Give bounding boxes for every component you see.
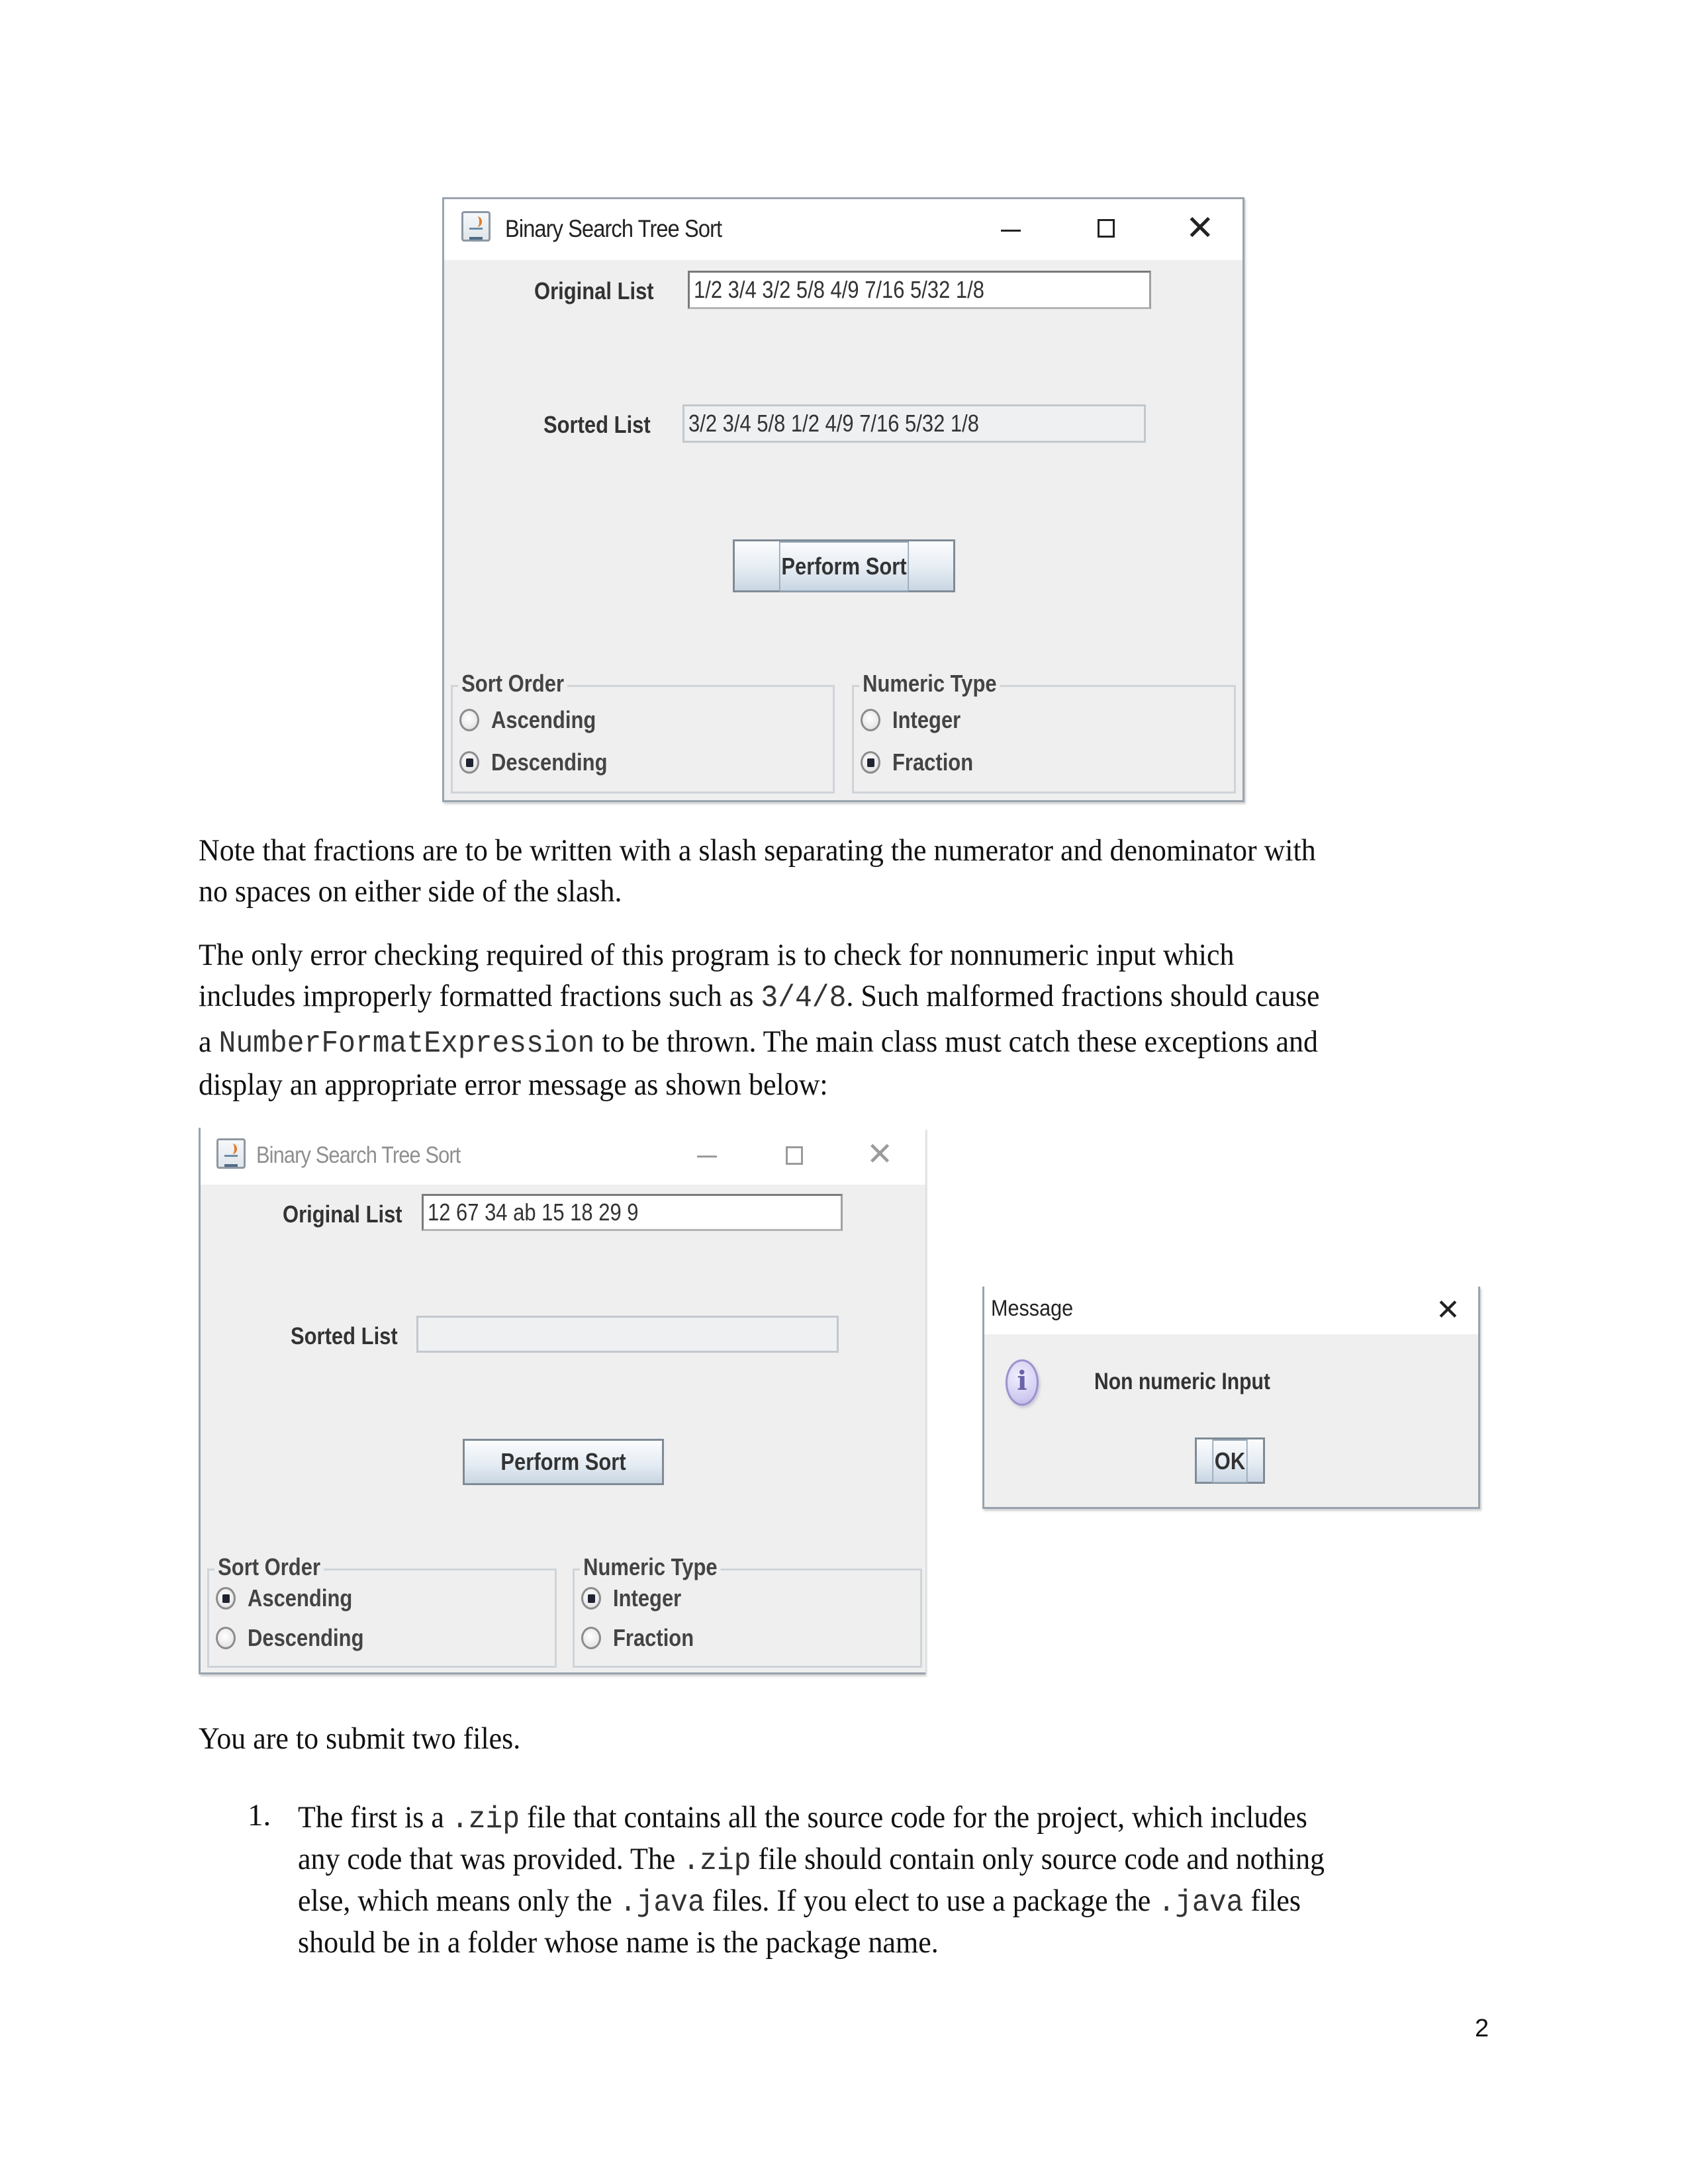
java-app-icon bbox=[461, 211, 491, 242]
minimize-button[interactable] bbox=[978, 199, 1044, 260]
note-line-2: no spaces on either side of the slash. bbox=[199, 874, 622, 909]
original-list-value: 1/2 3/4 3/2 5/8 4/9 7/16 5/32 1/8 bbox=[694, 276, 984, 303]
radio-descending-label: Descending bbox=[491, 749, 608, 776]
close-icon: ✕ bbox=[1186, 208, 1215, 248]
maximize-icon bbox=[1098, 219, 1115, 238]
radio-descending[interactable] bbox=[216, 1623, 383, 1653]
sort-order-group bbox=[451, 670, 835, 794]
list-item bbox=[298, 1797, 1325, 1962]
radio-descending-icon bbox=[216, 1627, 236, 1649]
sorted-list-value: 3/2 3/4 5/8 1/2 4/9 7/16 5/32 1/8 bbox=[688, 410, 979, 437]
note-line-1: Note that fractions are to be written with a slash separating the numerator and denominator with bbox=[199, 833, 1316, 868]
radio-descending[interactable] bbox=[459, 748, 626, 777]
radio-ascending-label: Ascending bbox=[248, 1584, 353, 1612]
minimize-icon bbox=[1001, 230, 1021, 232]
text: files bbox=[1243, 1884, 1301, 1918]
code-java: .java bbox=[1158, 1886, 1244, 1920]
perform-sort-label: Perform Sort bbox=[779, 541, 909, 592]
code-java: .java bbox=[619, 1886, 705, 1920]
page-number: 2 bbox=[1475, 2015, 1489, 2042]
error-line-2-text: includes improperly formatted fractions such as bbox=[199, 979, 761, 1013]
sorted-list-label: Sorted List bbox=[543, 411, 651, 438]
window-title: Binary Search Tree Sort bbox=[505, 215, 722, 242]
close-icon: ✕ bbox=[867, 1136, 894, 1173]
numeric-type-group bbox=[852, 670, 1236, 794]
sorted-list-output bbox=[682, 404, 1146, 443]
radio-fraction-label: Fraction bbox=[613, 1624, 694, 1651]
radio-integer-label: Integer bbox=[892, 706, 961, 733]
radio-ascending-label: Ascending bbox=[491, 706, 596, 733]
radio-fraction-icon bbox=[861, 751, 880, 774]
numeric-type-title: Numeric Type bbox=[859, 670, 1000, 698]
error-line-2 bbox=[199, 976, 1320, 1019]
dialog-titlebar bbox=[984, 1287, 1478, 1334]
error-paragraph bbox=[199, 934, 1320, 1105]
radio-ascending-icon bbox=[216, 1587, 236, 1610]
original-list-input[interactable] bbox=[688, 271, 1151, 309]
numeric-type-group bbox=[573, 1553, 922, 1668]
dialog-message: Non numeric Input bbox=[1094, 1369, 1270, 1394]
error-line-2-text-end: . Such malformed fractions should cause bbox=[846, 979, 1320, 1013]
list-item-line-1 bbox=[298, 1797, 1325, 1839]
radio-ascending[interactable] bbox=[216, 1584, 369, 1613]
message-dialog bbox=[982, 1287, 1480, 1509]
text: file should contain only source code and nothing bbox=[751, 1842, 1325, 1876]
window-titlebar bbox=[444, 199, 1243, 260]
text: else, which means only the bbox=[298, 1884, 620, 1918]
list-item-line-3 bbox=[298, 1881, 1325, 1923]
radio-integer[interactable] bbox=[581, 1584, 692, 1613]
original-list-value: 12 67 34 ab 15 18 29 9 bbox=[428, 1199, 639, 1226]
error-line-3-text: a bbox=[199, 1024, 219, 1059]
radio-fraction[interactable] bbox=[581, 1623, 707, 1653]
sorted-list-label: Sorted List bbox=[291, 1322, 398, 1349]
minimize-button[interactable] bbox=[677, 1128, 737, 1185]
list-item-number: 1. bbox=[248, 1798, 271, 1833]
radio-fraction-label: Fraction bbox=[892, 749, 974, 776]
radio-ascending-icon bbox=[459, 709, 479, 731]
dialog-close-button[interactable] bbox=[1424, 1287, 1477, 1334]
code-malformed-fraction: 3/4/8 bbox=[761, 981, 847, 1015]
error-line-1: The only error checking required of this program is to check for nonnumeric input which bbox=[199, 938, 1235, 972]
code-zip: .zip bbox=[682, 1844, 751, 1878]
error-line-4: display an appropriate error message as shown below: bbox=[199, 1068, 828, 1102]
window-title: Binary Search Tree Sort bbox=[256, 1142, 461, 1168]
maximize-icon bbox=[786, 1146, 803, 1165]
list-item-line-2 bbox=[298, 1839, 1325, 1881]
original-list-label: Original List bbox=[283, 1201, 402, 1228]
submission-intro: You are to submit two files. bbox=[199, 1721, 521, 1756]
close-button[interactable] bbox=[849, 1128, 909, 1185]
maximize-button[interactable] bbox=[763, 1128, 823, 1185]
error-line-3 bbox=[199, 1021, 1320, 1064]
window-titlebar bbox=[201, 1128, 925, 1185]
radio-descending-icon bbox=[459, 751, 479, 774]
text: file that contains all the source code for the project, which includes bbox=[520, 1800, 1307, 1835]
error-line-3-text-end: to be thrown. The main class must catch these exceptions and bbox=[594, 1024, 1318, 1059]
original-list-input[interactable] bbox=[422, 1194, 843, 1231]
minimize-icon bbox=[697, 1156, 717, 1158]
original-list-label: Original List bbox=[534, 277, 654, 304]
info-icon: i bbox=[1006, 1359, 1039, 1406]
dialog-title: Message bbox=[991, 1296, 1074, 1321]
code-exception-name: NumberFormatExpression bbox=[218, 1026, 595, 1061]
text: The first is a bbox=[298, 1800, 451, 1835]
close-icon: ✕ bbox=[1436, 1293, 1460, 1327]
code-zip: .zip bbox=[451, 1802, 520, 1837]
radio-integer-icon bbox=[861, 709, 880, 731]
perform-sort-label: Perform Sort bbox=[500, 1448, 626, 1475]
perform-sort-button[interactable] bbox=[463, 1439, 664, 1485]
radio-descending-label: Descending bbox=[248, 1624, 364, 1651]
sort-order-title: Sort Order bbox=[458, 670, 567, 698]
radio-integer[interactable] bbox=[861, 705, 972, 735]
close-button[interactable] bbox=[1166, 199, 1232, 260]
maximize-button[interactable] bbox=[1073, 199, 1139, 260]
radio-integer-icon bbox=[581, 1587, 601, 1610]
radio-fraction-icon bbox=[581, 1627, 601, 1649]
note-paragraph bbox=[199, 830, 1316, 912]
java-app-icon bbox=[216, 1138, 246, 1169]
sort-order-group bbox=[207, 1553, 557, 1668]
numeric-type-title: Numeric Type bbox=[580, 1553, 721, 1581]
radio-ascending[interactable] bbox=[459, 705, 613, 735]
perform-sort-button[interactable] bbox=[733, 539, 955, 592]
radio-integer-label: Integer bbox=[613, 1584, 682, 1612]
text: files. If you elect to use a package the bbox=[704, 1884, 1158, 1918]
text: any code that was provided. The bbox=[298, 1842, 683, 1876]
ok-button[interactable] bbox=[1195, 1437, 1265, 1484]
list-item-line-4: should be in a folder whose name is the package name. bbox=[298, 1925, 939, 1960]
bst-sort-window-fraction-example bbox=[442, 197, 1244, 802]
radio-fraction[interactable] bbox=[861, 748, 986, 777]
sorted-list-output bbox=[416, 1316, 839, 1353]
bst-sort-window-error-example bbox=[199, 1128, 925, 1674]
sort-order-title: Sort Order bbox=[214, 1553, 324, 1581]
ok-label: OK bbox=[1212, 1439, 1247, 1483]
